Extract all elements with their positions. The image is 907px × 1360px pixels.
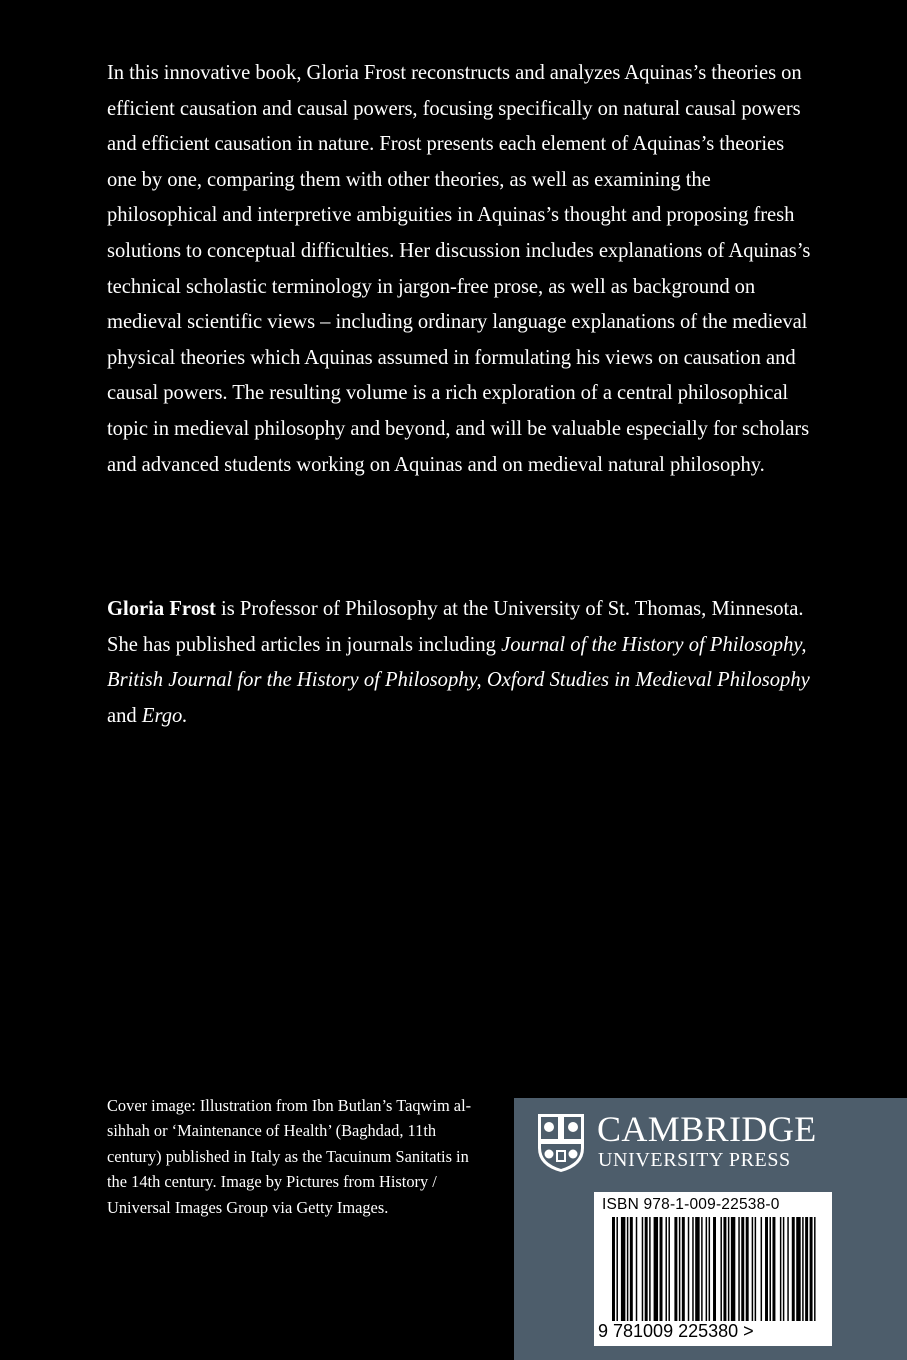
barcode-bar (709, 1217, 710, 1321)
publisher-subtitle: UNIVERSITY PRESS (598, 1149, 791, 1171)
cambridge-crest-icon (536, 1112, 586, 1174)
barcode-bar (761, 1217, 762, 1321)
barcode-bar (723, 1217, 726, 1321)
cover-image-credit: Cover image: Illustration from Ibn Butlan’s Taqwim al-sihhah or ‘Maintenance of Health’ (Baghdad, 11th century) published in Italy as the Tacuinum Sanitatis in the 14th century. Image by Pictures from History / Universal Images Group via Getty Images. (107, 1096, 472, 1217)
barcode-bar (755, 1217, 756, 1321)
barcode-bar (706, 1217, 707, 1321)
barcode-bar (649, 1217, 650, 1321)
barcode-bar (787, 1217, 788, 1321)
barcode-bar (612, 1217, 615, 1321)
author-name: Gloria Frost (107, 598, 216, 620)
barcode-bar (769, 1217, 770, 1321)
isbn-label: ISBN 978-1-009-22538-0 (602, 1196, 780, 1213)
barcode-bar (645, 1217, 648, 1321)
barcode-bar (692, 1217, 693, 1321)
barcode-bar (621, 1217, 625, 1321)
barcode-bar (701, 1217, 702, 1321)
barcode-bar (616, 1217, 617, 1321)
barcode-bar (796, 1217, 800, 1321)
barcode-bar (728, 1217, 729, 1321)
barcode-bar (642, 1217, 643, 1321)
barcode-bar (765, 1217, 768, 1321)
barcode-bar (695, 1217, 699, 1321)
barcode-bar (630, 1217, 633, 1321)
barcode-bar (805, 1217, 808, 1321)
author-bio-journals: Journal of the History of Philosophy, British Journal for the History of Philosophy, Oxford Studies in Medieval Philosophy (107, 633, 810, 692)
author-bio-and: and (107, 704, 142, 727)
barcode-bar (731, 1217, 735, 1321)
barcode-bar (627, 1217, 628, 1321)
barcode-bar (780, 1217, 781, 1321)
barcode-bar (665, 1217, 666, 1321)
barcode-bar (738, 1217, 739, 1321)
isbn-digits: 9 781009 225380 > (598, 1321, 754, 1341)
barcode-bar (713, 1217, 716, 1321)
barcode-bar (752, 1217, 753, 1321)
author-bio-intro: is Professor of Philosophy at the University of St. Thomas, Minnesota. She has published articles in journals including (107, 598, 804, 656)
barcode-bar (668, 1217, 669, 1321)
author-bio-last-journal: Ergo. (141, 704, 188, 727)
barcode-bar (741, 1217, 744, 1321)
barcode-bar (674, 1217, 677, 1321)
barcode-bar (746, 1217, 749, 1321)
barcode-bar (810, 1217, 813, 1321)
barcode-bars (612, 1217, 820, 1321)
barcode-bar (783, 1217, 784, 1321)
author-bio (107, 592, 817, 734)
barcode-bar (679, 1217, 680, 1321)
barcode-bar (654, 1217, 658, 1321)
book-blurb: In this innovative book, Gloria Frost reconstructs and analyzes Aquinas’s theories on efficient causation and causal powers, focusing specifically on natural causal powers and efficient causation in nature. Frost presents each element of Aquinas’s theories one by one, comparing them with other theories, as well as examining the philosophical and interpretive ambiguities in Aquinas’s thought and proposing fresh solutions to conceptual difficulties. Her discussion includes explanations of Aquinas’s technical scholastic terminology in jargon-free prose, as well as background on medieval scientific views – including ordinary language explanations of the medieval physical theories which Aquinas assumed in formulating his views on causation and causal powers. The resulting volume is a rich exploration of a central philosophical topic in medieval philosophy and beyond, and will be valuable especially for scholars and advanced students working on Aquinas and on medieval natural philosophy. (107, 62, 811, 476)
barcode-bar (636, 1217, 637, 1321)
publisher-name: CAMBRIDGE (597, 1109, 817, 1149)
barcode-bar (688, 1217, 689, 1321)
publisher-panel (514, 1098, 907, 1360)
barcode-bar (802, 1217, 803, 1321)
barcode-bar (660, 1217, 663, 1321)
isbn-barcode (594, 1192, 832, 1346)
barcode-bar (814, 1217, 815, 1321)
barcode-bar (682, 1217, 685, 1321)
barcode-bar (772, 1217, 775, 1321)
barcode-bar (792, 1217, 795, 1321)
barcode-bar (720, 1217, 721, 1321)
